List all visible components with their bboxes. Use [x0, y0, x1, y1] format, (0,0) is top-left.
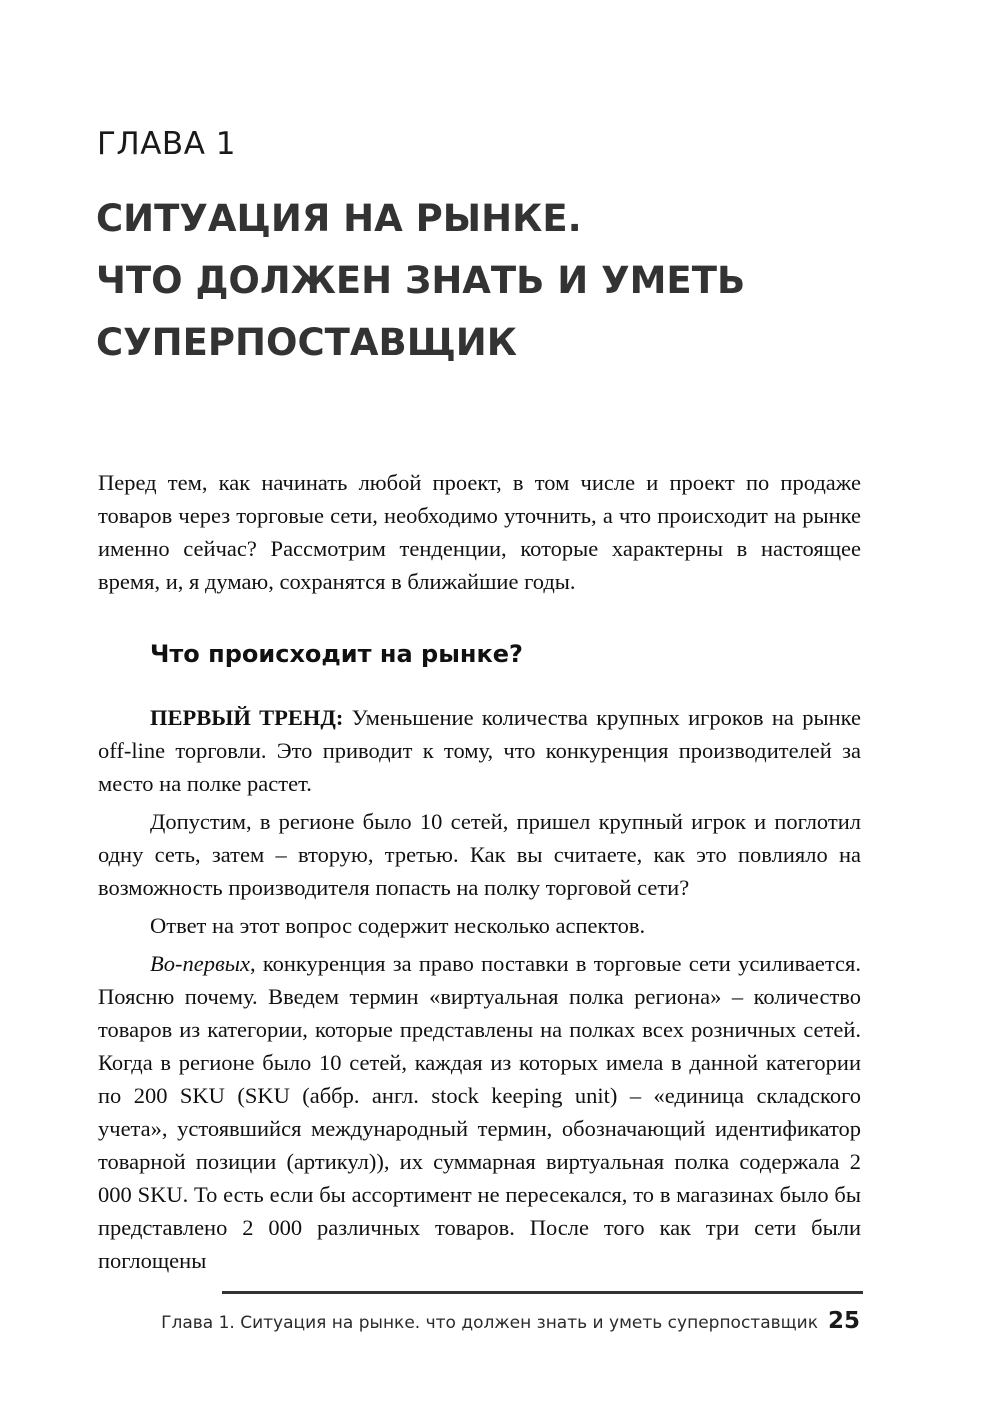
firstly-label: Во-первых — [150, 951, 250, 976]
paragraph-first-trend — [98, 701, 861, 800]
page-number: 25 — [827, 1308, 860, 1334]
paragraph-answer: Ответ на этот вопрос содержит несколько аспектов. — [150, 913, 646, 938]
paragraph-text: , конкуренция за право поставки в торговые сети усиливается. Поясню почему. Введем термин «виртуальная полка региона» – количество товаров из категории, которые представлены на полках всех розничных сетей. Когда в регионе было 10 сетей, каждая из которых имела в данной категории по 200 SKU (SKU (аббр. англ. stock keeping unit) – «единица складского учета», устоявшийся международный термин, обозначающий идентификатор товарной позиции (артикул)), их суммарная виртуальная полка содержала 2 000 SKU. То есть если бы ассортимент не пересекался, то в магазинах было бы представлено 2 000 различных товаров. После того как три сети были поглощены — [98, 951, 861, 1273]
paragraph-text: Уменьшение количества крупных игроков на рынке off-line торговли. Это приводит к тому, что конкуренция производителей за место на полке растет. — [98, 705, 861, 796]
paragraph-example: Допустим, в регионе было 10 сетей, пришел крупный игрок и поглотил одну сеть, затем – вторую, третью. Как вы считаете, как это повлияло на возможность производителя попасть на полку торговой сети? — [98, 809, 861, 900]
section-body — [98, 701, 861, 1282]
footer-divider — [222, 1291, 863, 1294]
chapter-label: ГЛАВА 1 — [97, 126, 236, 162]
running-title: Глава 1. Ситуация на рынке. что должен знать и уметь суперпоставщик — [161, 1313, 818, 1333]
chapter-title-line: СУПЕРПОСТАВЩИК — [96, 321, 517, 364]
trend-label: ПЕРВЫЙ ТРЕНД: — [150, 705, 344, 730]
section-heading: Что происходит на рынке? — [150, 640, 523, 668]
paragraph-firstly — [98, 947, 861, 1277]
chapter-title — [96, 188, 896, 374]
chapter-title-line: ЧТО ДОЛЖЕН ЗНАТЬ И УМЕТЬ — [96, 259, 746, 302]
page-footer — [161, 1308, 860, 1334]
intro-paragraph: Перед тем, как начинать любой проект, в том числе и проект по продаже товаров через торговые сети, необходимо уточнить, а что происходит на рынке именно сейчас? Рассмотрим тенденции, которые характерны в настоящее время, и, я думаю, сохранятся в ближайшие годы. — [98, 470, 861, 594]
chapter-title-line: СИТУАЦИЯ НА РЫНКЕ. — [96, 197, 582, 240]
